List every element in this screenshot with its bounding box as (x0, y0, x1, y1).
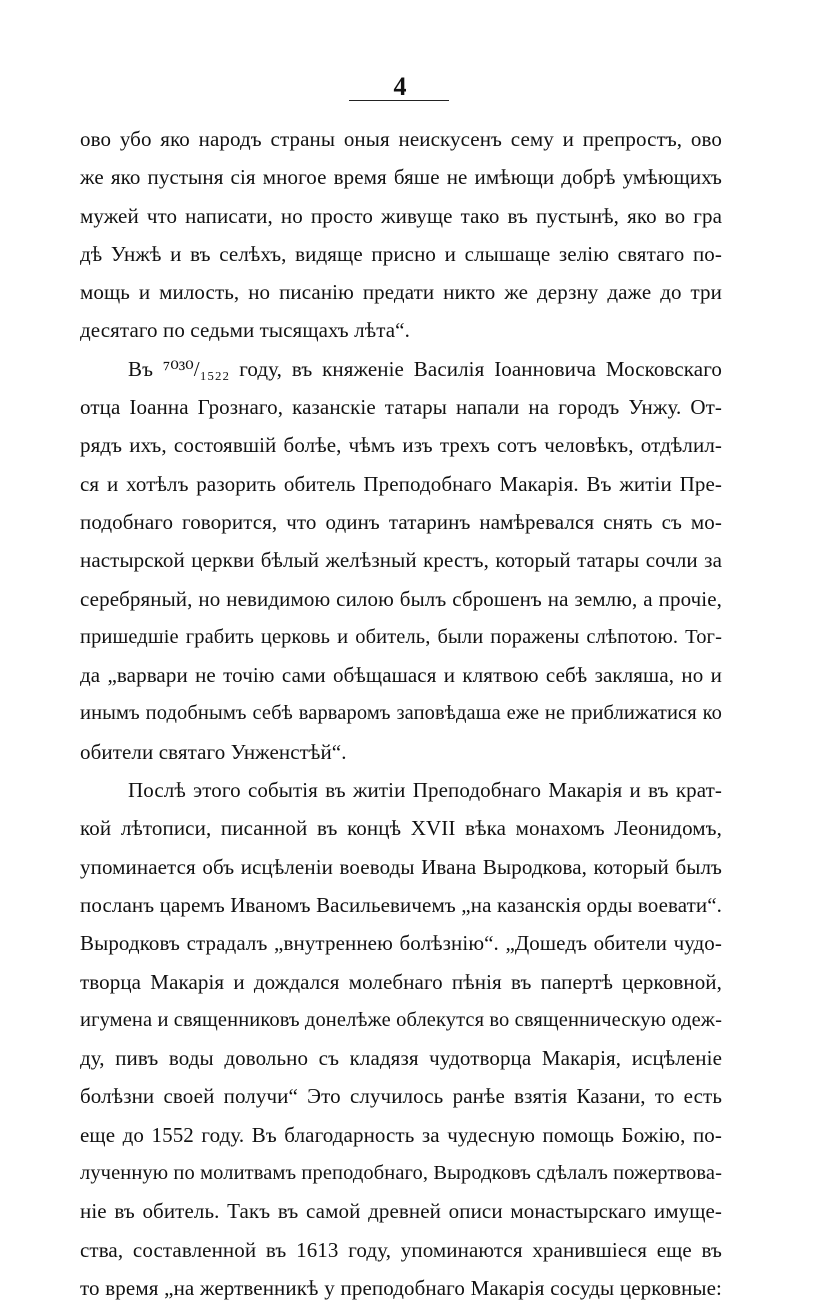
text-line: болѣзни своей получи“ Это случилось ранѣе взятія Казани, то есть (80, 1084, 722, 1109)
text-line: упоминается объ исцѣленіи воеводы Ивана Выродкова, который былъ (80, 854, 722, 879)
text-line: подобнаго говорится, что одинъ татаринъ намѣревался снять съ мо- (80, 509, 722, 534)
text-line: десятаго по седьми тысящахъ лѣта“. (80, 318, 410, 343)
text-line: ду, пивъ воды довольно съ кладязя чудотворца Макарія, исцѣленіе (80, 1046, 722, 1071)
text-line: мощь и милость, но писанію предати никто же дерзну даже до три (80, 280, 722, 305)
text-line: еще до 1552 году. Въ благодарность за чудесную помощь Божію, по- (80, 1122, 722, 1147)
text-line: Послѣ этого событія въ житіи Преподобнаго Макарія и въ крат- (128, 778, 722, 803)
page-number: 4 (393, 72, 407, 101)
text-line: мужей что написати, но просто живуще тако въ пустынѣ, яко во гра (80, 203, 722, 228)
text-line: творца Макарія и дождался молебнаго пѣнія въ папертѣ церковной, (80, 969, 722, 994)
text-line: рядъ ихъ, состоявшій болѣе, чѣмъ изъ трехъ сотъ человѣкъ, отдѣлил- (80, 433, 722, 458)
text-line: то время „на жертвенникѣ у преподобнаго Макарія сосуды церковные: (80, 1275, 722, 1300)
text-line: лученную по молитвамъ преподобнаго, Выродковъ сдѣлалъ пожертвова- (80, 1162, 722, 1185)
text-line: дѣ Унжѣ и въ селѣхъ, видяще присно и слышаще зелію святаго по- (80, 241, 722, 266)
text-line: серебряный, но невидимою силою былъ сброшенъ на землю, а прочіе, (80, 586, 722, 611)
text-line: ово убо яко народъ страны оныя неискусенъ сему и препростъ, ово (80, 127, 722, 151)
text-line: обители святаго Унженстѣй“. (80, 739, 347, 764)
text-line: кой лѣтописи, писанной въ концѣ XVII вѣка монахомъ Леонидомъ, (80, 816, 722, 841)
text-line: посланъ царемъ Иваномъ Васильевичемъ „на казанскія орды воевати“. (80, 892, 722, 917)
text-line: Выродковъ страдалъ „внутреннею болѣзнію“. „Дошедъ обители чудо- (80, 931, 722, 956)
text-line: настырской церкви бѣлый желѣзный крестъ, который татары сочли за (80, 548, 722, 573)
text-line: Въ ⁷⁰³⁰/₁₅₂₂ году, въ княженіе Василія Іоанновича Московскаго (128, 356, 722, 381)
text-line: ніе въ обитель. Такъ въ самой древней описи монастырскаго имуще- (80, 1199, 722, 1224)
page-number-rule (349, 100, 449, 102)
text-line: игумена и священниковъ донелѣже облекутся во священническую одеж- (80, 1008, 722, 1031)
text-line: же яко пустыня сія многое время бяше не имѣющи добрѣ умѣющихъ (80, 165, 722, 190)
text-line: отца Іоанна Грознаго, казанскіе татары напали на городъ Унжу. От- (80, 395, 722, 420)
text-line: ся и хотѣлъ разорить обитель Преподобнаго Макарія. Въ житіи Пре- (80, 471, 722, 496)
body-text (80, 120, 722, 1307)
text-line: ства, составленной въ 1613 году, упоминаются хранившіеся еще въ (80, 1237, 722, 1262)
text-line: инымъ подобнымъ себѣ варваромъ заповѣдаша еже не приближатися ко (80, 702, 722, 725)
text-line: пришедшіе грабить церковь и обитель, были поражены слѣпотою. Тог- (80, 625, 722, 648)
text-line: да „варвари не точію сами обѣщашася и клятвою себѣ закляша, но и (80, 663, 722, 688)
